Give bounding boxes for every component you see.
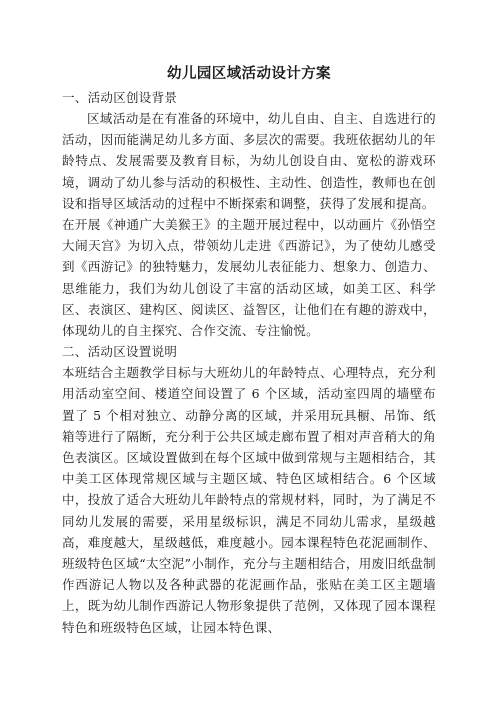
section-heading-setup: 二、活动区设置说明: [62, 344, 178, 360]
section-heading-background: 一、活动区创设背景: [62, 90, 178, 105]
document-title: 幼儿园区域活动设计方案: [167, 65, 331, 82]
paragraph-background-2: 在开展《神通广大美猴王》的主题开展过程中，以动画片《孙悟空大闹天宫》为切入点，带领幼儿走进《西游记》，为了使幼儿感受到《西游记》的独特魅力，发展幼儿表征能力、想象力、创造力、思维能力，我们为幼儿创设了丰富的活动区域，如美工区、科学区、表演区、建构区、阅读区、益智区，让他们在有趣的游戏中，体现幼儿的自主探究、合作交流、专注愉悦。: [62, 217, 436, 339]
document-body: [62, 64, 436, 638]
paragraph-background-1: 区域活动是在有准备的环境中，幼儿自由、自主、自选进行的活动，因而能满足幼儿多方面、多层次的需要。我班依据幼儿的年龄特点、发展需要及教育目标，为幼儿创设自由、宽松的游戏环境，调动了幼儿参与活动的积极性、主动性、创造性，教师也在创设和指导区域活动的过程中不断探索和调整，获得了发展和提高。: [62, 111, 436, 211]
paragraph-setup-1: 本班结合主题教学目标与大班幼儿的年龄特点、心理特点，充分利用活动室空间、楼道空间设置了 6 个区域，活动室四周的墙壁布置了 5 个相对独立、动静分离的区域，并采用玩具橱、吊饰、纸箱等进行了隔断，充分利于公共区域走廊布置了相对声音稍大的角色表演区。区域设置做到在每个区域中做到常规与主题相结合，其中美工区体现常规区域与主题区域、特色区域相结合。6 个区域中，投放了适合大班幼儿年龄特点的常规材料，同时，为了满足不同幼儿发展的需要，采用星级标识，满足不同幼儿需求，星级越高，难度越大，星级越低，难度越小。园本课程特色花泥画制作、班级特色区域“太空泥”小制作，充分与主题相结合，用废旧纸盘制作西游记人物以及各种武器的花泥画作品，张贴在美工区主题墙上，既为幼儿制作西游记人物形象提供了范例，又体现了园本课程特色和班级特色区域，让园本特色课、: [62, 365, 436, 635]
